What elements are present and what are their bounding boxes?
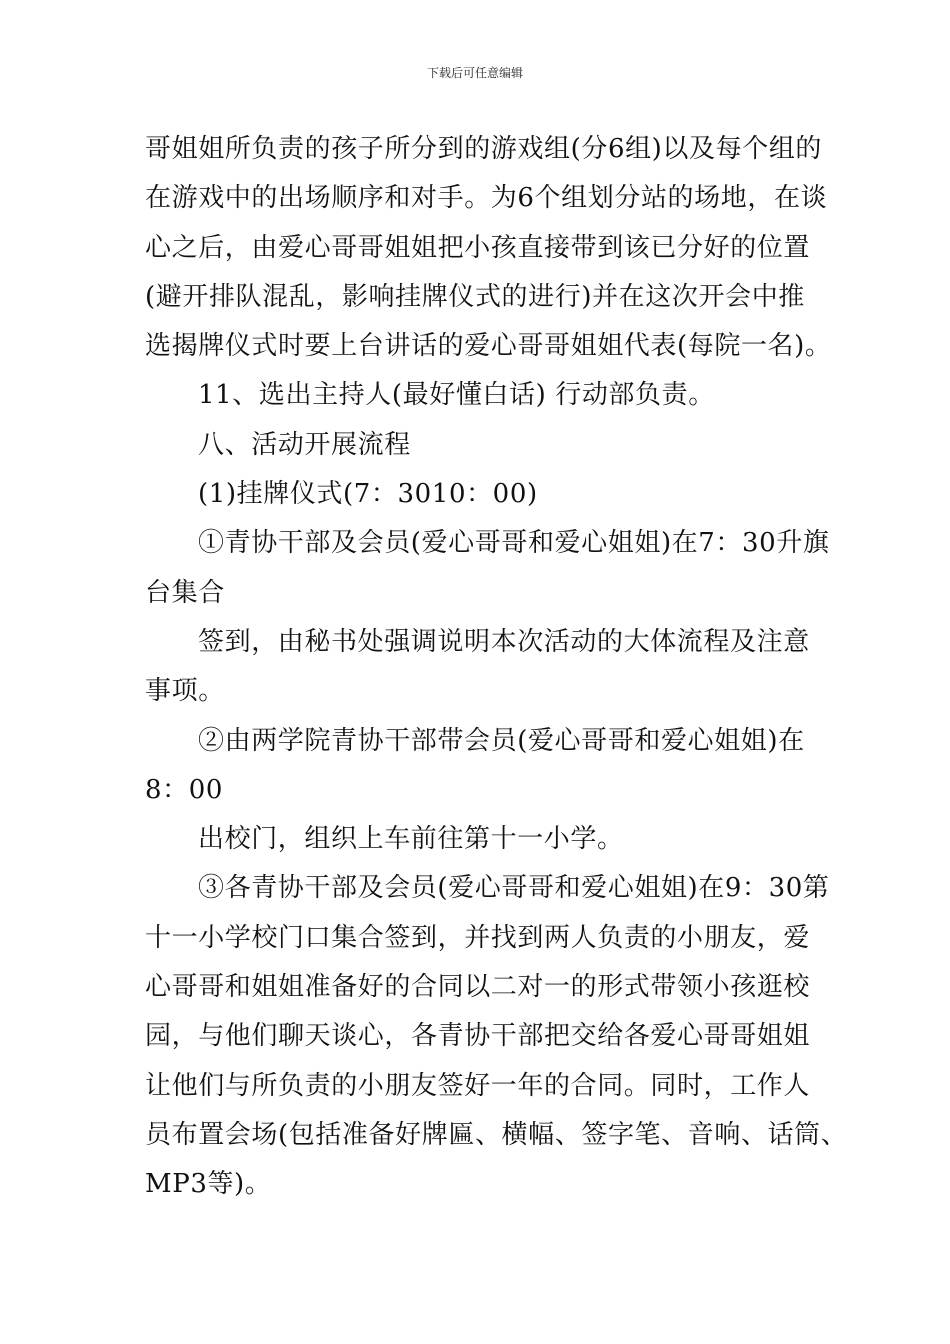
text-line: ③各青协干部及会员(爱心哥哥和爱心姐姐)在9：30第: [198, 873, 830, 904]
text-line: 台集合: [145, 577, 225, 608]
text-line: 选揭牌仪式时要上台讲话的爱心哥哥姐姐代表(每院一名)。: [145, 331, 832, 362]
text-line: 事项。: [145, 676, 225, 707]
text-line: 让他们与所负责的小朋友签好一年的合同。同时，工作人: [145, 1070, 811, 1101]
document-body: [145, 125, 848, 1210]
text-line: 11、选出主持人(最好懂白话) 行动部负责。: [198, 380, 715, 411]
subsection-heading: (1)挂牌仪式(7：3010：00): [198, 479, 538, 510]
text-line: MP3等)。: [145, 1169, 272, 1200]
text-line: 心哥哥和姐姐准备好的合同以二对一的形式带领小孩逛校: [145, 972, 811, 1003]
text-line: 在游戏中的出场顺序和对手。为6个组划分站的场地，在谈: [145, 183, 828, 214]
text-line: (避开排队混乱，影响挂牌仪式的进行)并在这次开会中推: [145, 281, 805, 312]
text-line: 出校门，组织上车前往第十一小学。: [198, 824, 624, 855]
text-line: 签到，由秘书处强调说明本次活动的大体流程及注意: [198, 626, 810, 657]
text-line: 心之后，由爱心哥哥姐姐把小孩直接带到该已分好的位置: [145, 232, 811, 263]
text-line: ②由两学院青协干部带会员(爱心哥哥和爱心姐姐)在: [198, 725, 805, 756]
text-line: 园，与他们聊天谈心，各青协干部把交给各爱心哥哥姐姐: [145, 1021, 811, 1052]
page-header: 下载后可任意编辑: [426, 66, 523, 80]
text-line: 哥姐姐所负责的孩子所分到的游戏组(分6组)以及每个组的: [145, 134, 823, 164]
section-heading: 八、活动开展流程: [198, 429, 411, 460]
text-line: 8：00: [145, 774, 224, 805]
text-line: 十一小学校门口集合签到，并找到两人负责的小朋友，爱: [145, 922, 811, 953]
text-line: ①青协干部及会员(爱心哥哥和爱心姐姐)在7：30升旗: [198, 528, 830, 559]
text-line: 员布置会场(包括准备好牌匾、横幅、签字笔、音响、话筒、: [145, 1119, 848, 1150]
